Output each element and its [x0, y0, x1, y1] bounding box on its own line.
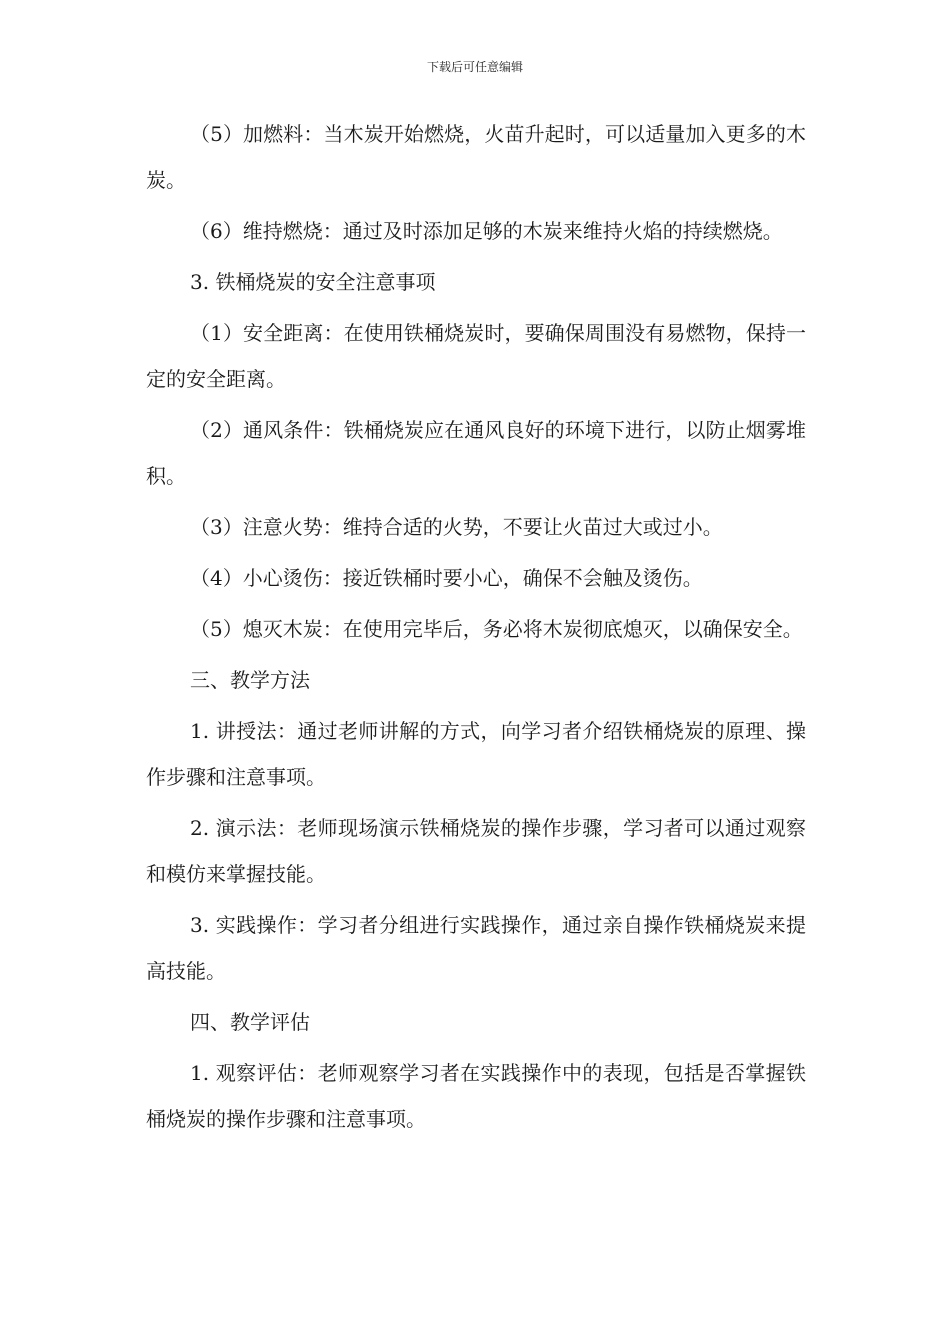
paragraph: （5）熄灭木炭：在使用完毕后，务必将木炭彻底熄灭，以确保安全。: [190, 617, 803, 641]
document-body: [146, 111, 806, 1147]
paragraph: 3. 实践操作：学习者分组进行实践操作，通过亲自操作铁桶烧炭来提高技能。: [146, 913, 806, 983]
section-heading: 三、教学方法: [190, 668, 310, 692]
section-heading: 3. 铁桶烧炭的安全注意事项: [190, 270, 436, 294]
paragraph: （6）维持燃烧：通过及时添加足够的木炭来维持火焰的持续燃烧。: [190, 219, 783, 243]
paragraph: 2. 演示法：老师现场演示铁桶烧炭的操作步骤，学习者可以通过观察和模仿来掌握技能。: [146, 816, 806, 886]
page-header: 下载后可任意编辑: [426, 60, 523, 74]
paragraph: （3）注意火势：维持合适的火势，不要让火苗过大或过小。: [190, 515, 723, 539]
paragraph: （4）小心烫伤：接近铁桶时要小心，确保不会触及烫伤。: [190, 566, 703, 590]
paragraph: 1. 讲授法：通过老师讲解的方式，向学习者介绍铁桶烧炭的原理、操作步骤和注意事项。: [146, 719, 806, 789]
paragraph: （1）安全距离：在使用铁桶烧炭时，要确保周围没有易燃物，保持一定的安全距离。: [146, 321, 806, 391]
paragraph: 1. 观察评估：老师观察学习者在实践操作中的表现，包括是否掌握铁桶烧炭的操作步骤和注意事项。: [146, 1061, 806, 1131]
section-heading: 四、教学评估: [190, 1010, 310, 1034]
paragraph: （2）通风条件：铁桶烧炭应在通风良好的环境下进行，以防止烟雾堆积。: [146, 418, 806, 488]
paragraph: （5）加燃料：当木炭开始燃烧，火苗升起时，可以适量加入更多的木炭。: [146, 122, 806, 192]
